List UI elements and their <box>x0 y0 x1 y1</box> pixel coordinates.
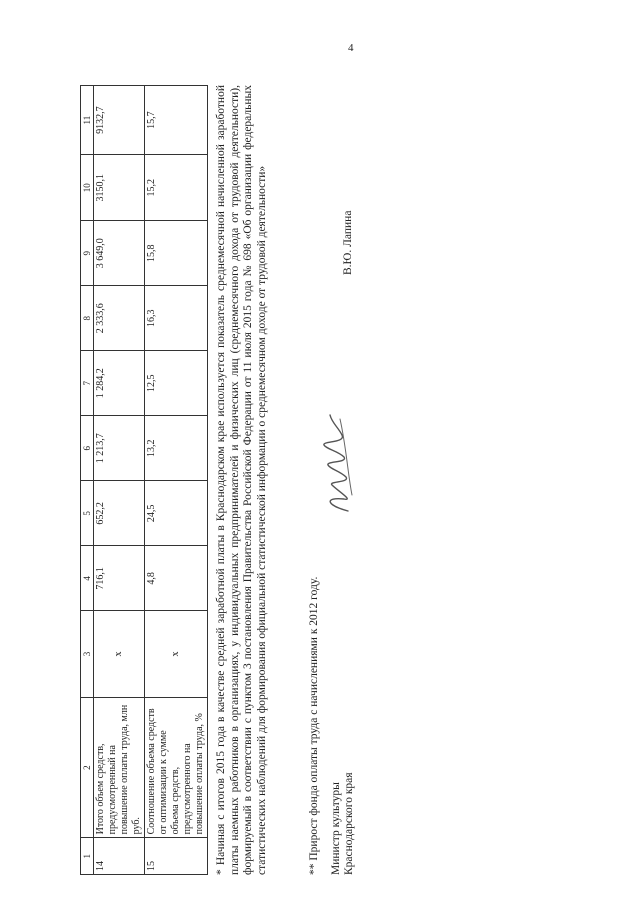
table-cell: 16,3 <box>145 286 208 351</box>
table-row <box>94 86 145 875</box>
table-cell: 2 333,6 <box>94 286 145 351</box>
header-cell: 3 <box>81 611 94 697</box>
data-table <box>80 85 208 875</box>
table-cell: 1 284,2 <box>94 351 145 416</box>
footnote-1: * Начиная с итогов 2015 года в качестве средней заработной платы в Краснодарском крае используется показатель среднемесячной начисленной заработной платы наемных работников в организациях, у индивидуальных предпринимателей и физических лиц (среднемесячного дохода от трудовой деятельности), формируемый в соответствии с пунктом 3 постановления Правительства Российской Федерации от 11 июля 2015 года № 698 «Об организации федеральных статистических наблюдений для формирования официальной статистической информации о среднемесячном доходе от трудовой деятельности» <box>215 85 268 875</box>
row-number: 14 <box>94 838 145 875</box>
row-label: Соотношение объема средств от оптимизации к сумме объема средств, предусмотренного на повышение оплаты труда, % <box>145 697 208 838</box>
header-cell: 9 <box>81 221 94 286</box>
header-cell: 5 <box>81 481 94 546</box>
table-cell: 15,7 <box>145 86 208 155</box>
table-cell: 9132,7 <box>94 86 145 155</box>
header-cell: 4 <box>81 546 94 611</box>
page-number: 4 <box>348 42 354 54</box>
table-cell: 1 213,7 <box>94 416 145 481</box>
table-header-row <box>81 86 94 875</box>
header-cell: 8 <box>81 286 94 351</box>
table-cell: 3 649,0 <box>94 221 145 286</box>
table-cell: 13,2 <box>145 416 208 481</box>
row-number: 15 <box>145 838 208 875</box>
row-unit: x <box>145 611 208 697</box>
row-label: Итого объем средств, предусмотренный на повышение оплаты труда, млн руб. <box>94 697 145 838</box>
position-line-2: Краснодарского края <box>343 772 355 875</box>
row-unit: x <box>94 611 145 697</box>
table-row <box>145 86 208 875</box>
table-cell: 716,1 <box>94 546 145 611</box>
position-line-1: Министр культуры <box>330 782 342 875</box>
table-cell: 4,8 <box>145 546 208 611</box>
signatory-position <box>330 772 356 875</box>
table-cell: 3150,1 <box>94 155 145 221</box>
footnote-2: ** Прирост фонда оплаты труда с начислениями к 2012 году. <box>308 576 320 875</box>
rotated-page-content <box>80 85 360 875</box>
table-cell: 15,2 <box>145 155 208 221</box>
header-cell: 1 <box>81 838 94 875</box>
footnote-block <box>215 85 269 875</box>
table-cell: 652,2 <box>94 481 145 546</box>
header-cell: 10 <box>81 155 94 221</box>
header-cell: 6 <box>81 416 94 481</box>
signatory-name: В.Ю. Лапина <box>342 210 354 275</box>
header-cell: 7 <box>81 351 94 416</box>
header-cell: 2 <box>81 697 94 838</box>
handwritten-signature <box>318 410 360 515</box>
table-cell: 15,8 <box>145 221 208 286</box>
table-cell: 12,5 <box>145 351 208 416</box>
header-cell: 11 <box>81 86 94 155</box>
table-cell: 24,5 <box>145 481 208 546</box>
